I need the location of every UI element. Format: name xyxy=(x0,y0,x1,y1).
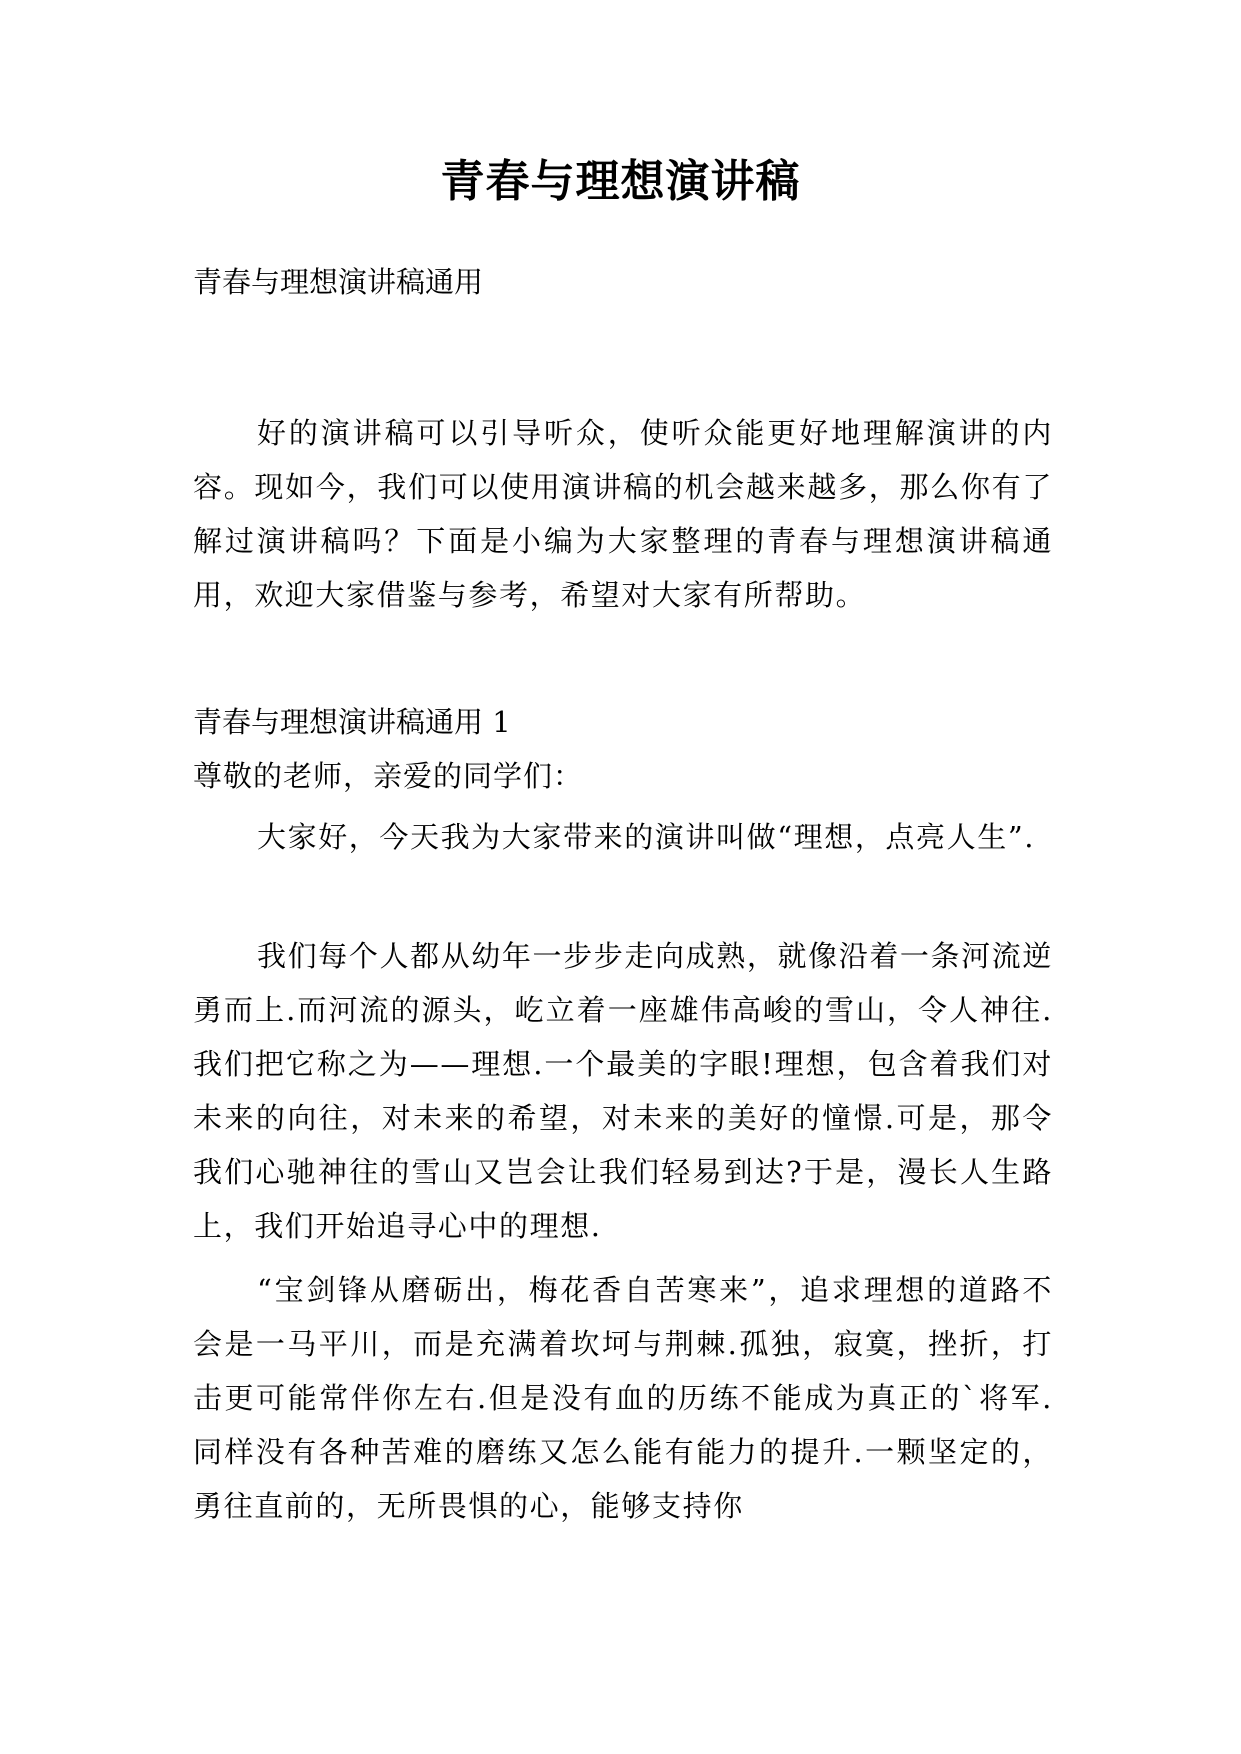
document-title: 青春与理想演讲稿 xyxy=(440,156,801,207)
body-paragraph: 我们每个人都从幼年一步步走向成熟，就像沿着一条河流逆勇而上.而河流的源头，屹立着一座雄伟高峻的雪山，令人神往.我们把它称之为——理想.一个最美的字眼!理想，包含着我们对未来的向往，对未来的希望，对未来的美好的憧憬.可是，那令我们心驰神往的雪山又岂会让我们轻易到达?于是，漫长人生路上，我们开始追寻心中的理想. xyxy=(193,939,1053,1243)
speech-greeting: 尊敬的老师，亲爱的同学们： xyxy=(193,759,584,793)
body-paragraph: “宝剑锋从磨砺出，梅花香自苦寒来”，追求理想的道路不会是一马平川，而是充满着坎坷与荆棘.孤独，寂寞，挫折，打击更可能常伴你左右.但是没有血的历练不能成为真正的`将军.同样没有各种苦难的磨练又怎么能有能力的提升.一颗坚定的，勇往直前的，无所畏惧的心，能够支持你 xyxy=(193,1273,1053,1523)
intro-paragraph: 好的演讲稿可以引导听众，使听众能更好地理解演讲的内容。现如今，我们可以使用演讲稿的机会越来越多，那么你有了解过演讲稿吗？下面是小编为大家整理的青春与理想演讲稿通用，欢迎大家借鉴与参考，希望对大家有所帮助。 xyxy=(193,416,1053,612)
body-paragraph: 大家好，今天我为大家带来的演讲叫做“理想，点亮人生”. xyxy=(257,820,1036,854)
section-heading: 青春与理想演讲稿通用 1 xyxy=(193,705,511,739)
document-subtitle: 青春与理想演讲稿通用 xyxy=(193,265,484,299)
